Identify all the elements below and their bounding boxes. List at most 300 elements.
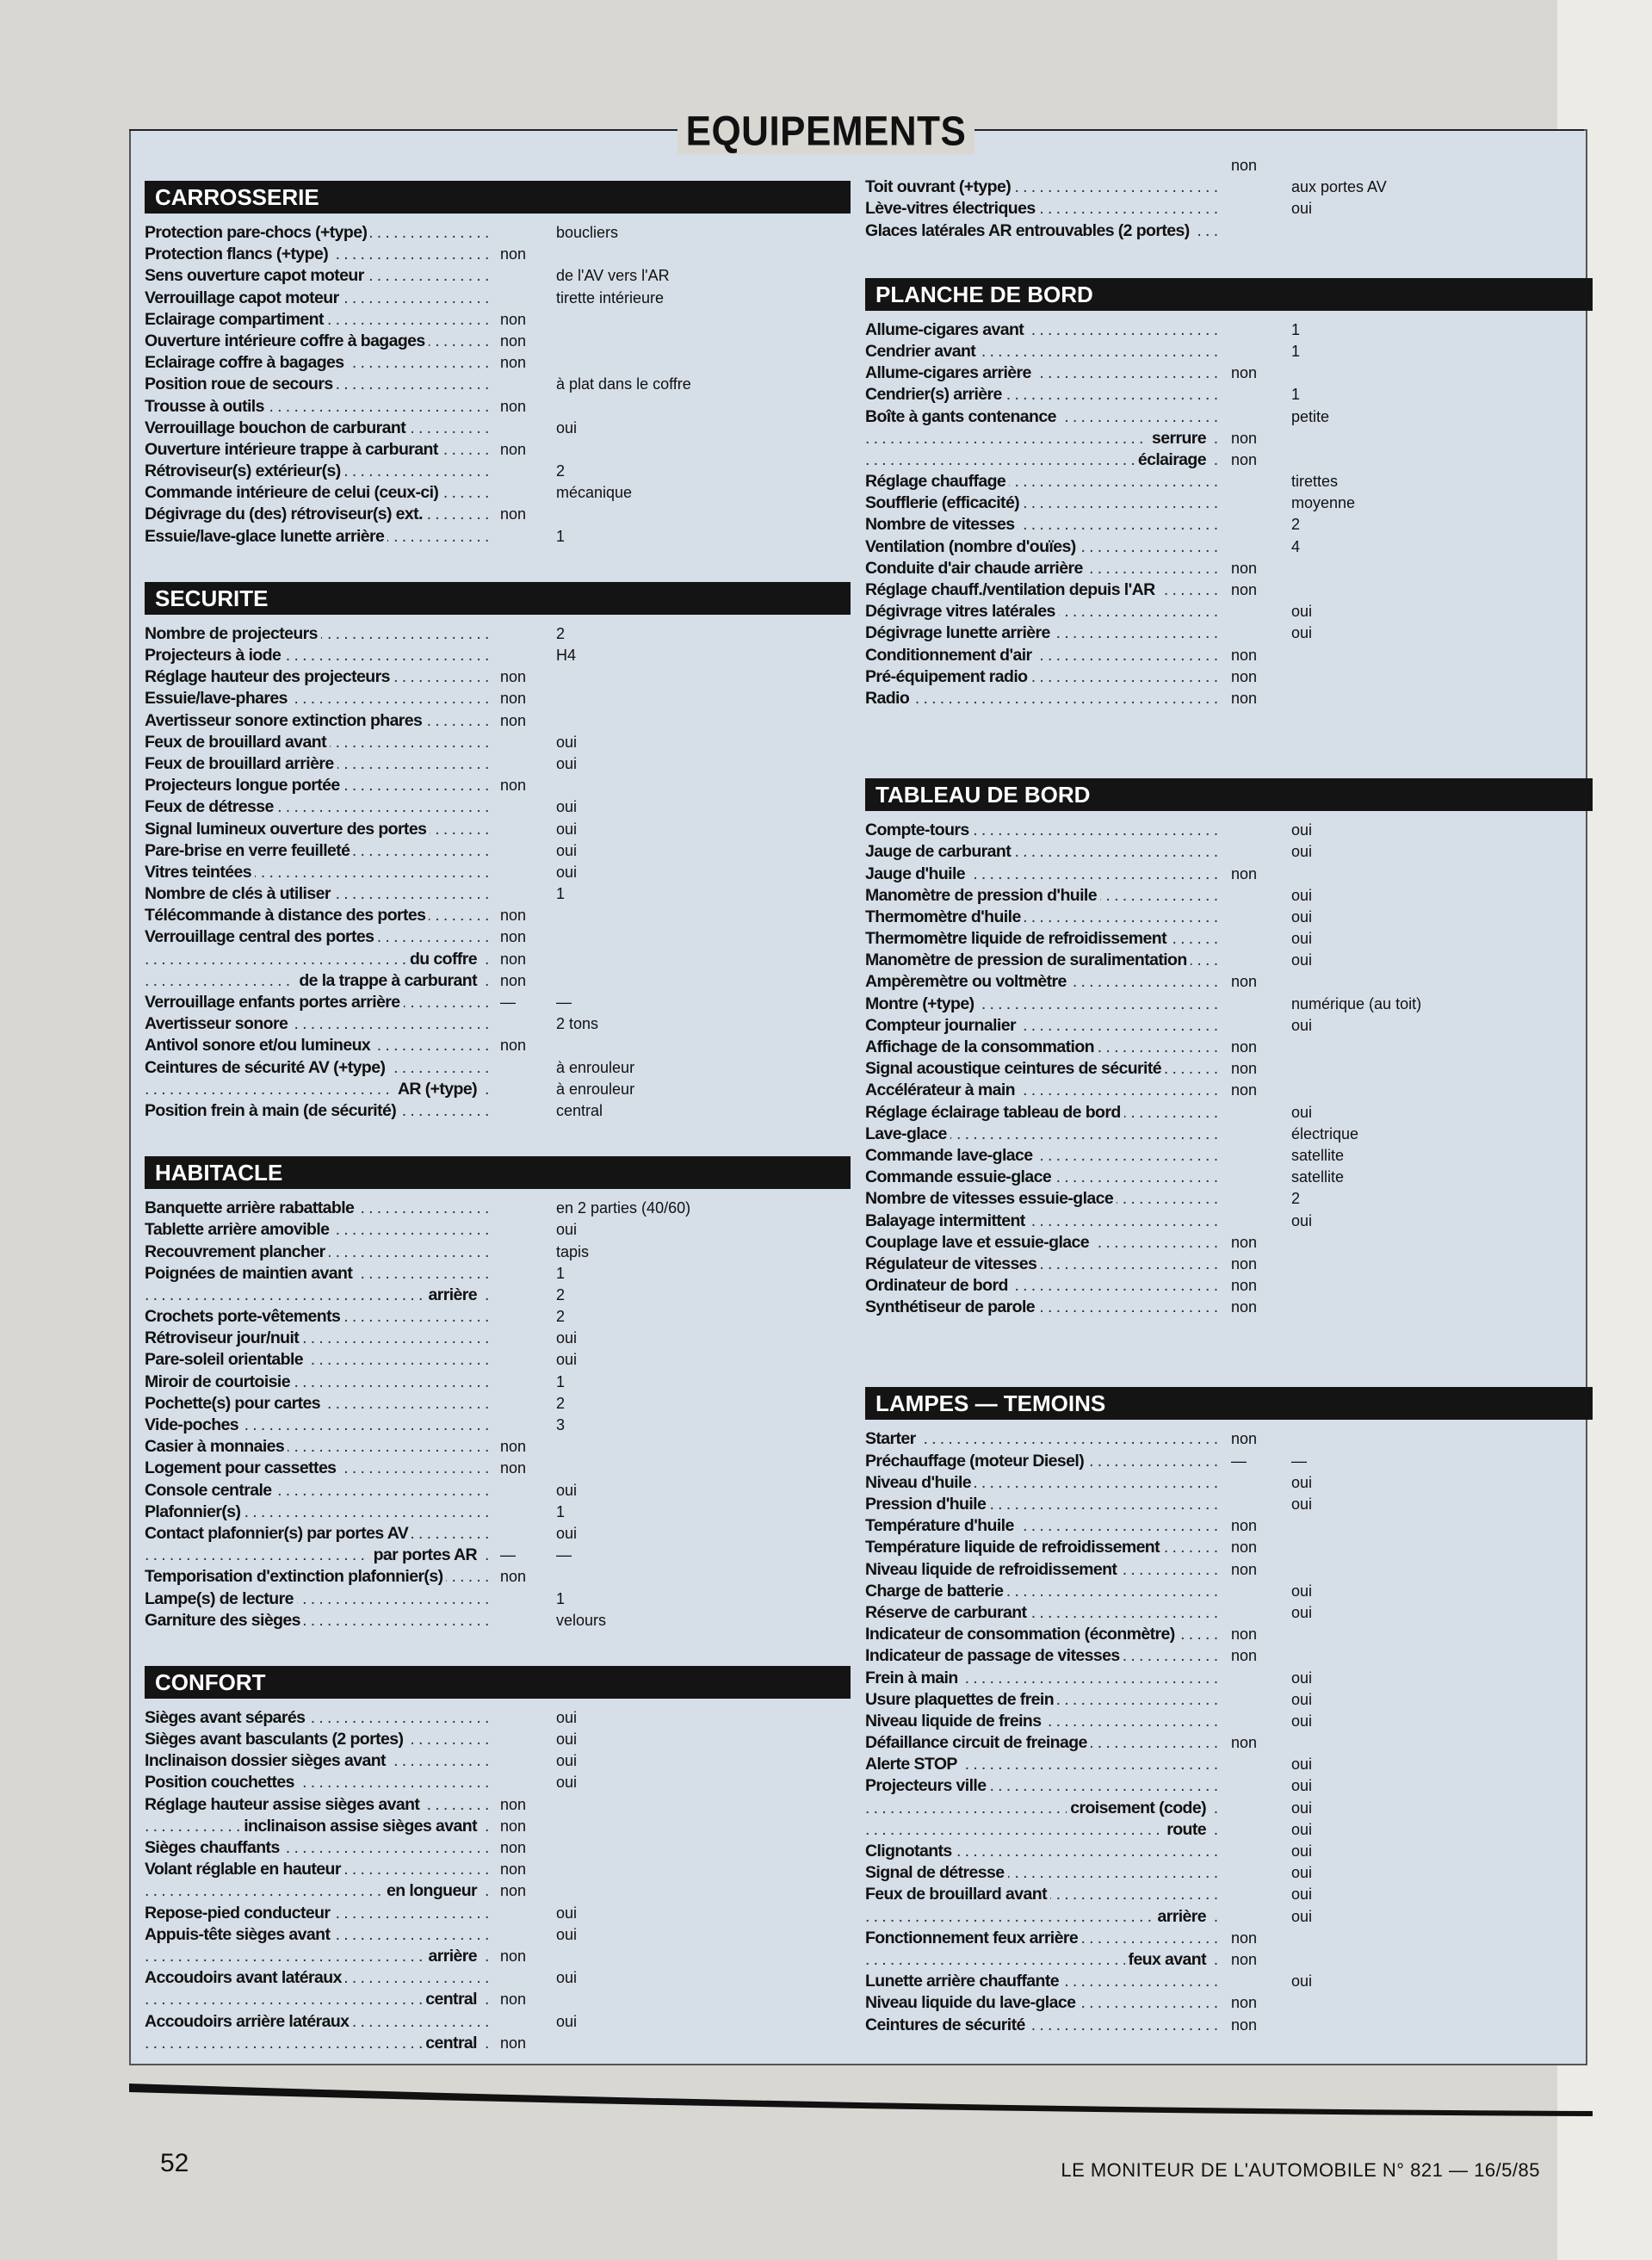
spec-label: Réserve de carburant . . . [865,1602,1218,1624]
spec-row [145,732,851,753]
value-positive: oui [1291,1755,1313,1774]
spec-row [865,220,1593,242]
spec-label: Manomètre de pression de suralimentation . . . [865,950,1218,971]
value-positive: à plat dans le coffre [556,375,691,393]
value-negative: non [1231,429,1258,447]
spec-row [145,1816,851,1837]
spec-label: Accélérateur à main . . . [865,1080,1218,1101]
spec-label: Verrouillage capot moteur . . . [145,288,489,309]
spec-row [865,384,1593,406]
value-positive: velours [556,1611,607,1629]
spec-label: Ordinateur de bord . . . [865,1275,1218,1297]
value-positive: 3 [556,1416,566,1433]
spec-row [865,1124,1593,1145]
value-positive: oui [1291,907,1313,926]
spec-row [865,907,1593,928]
spec-row [865,1645,1593,1667]
spec-label: Réglage chauff./ventilation depuis l'AR . . . [865,579,1218,601]
spec-row [145,1349,851,1371]
value-negative: non [1231,1277,1258,1295]
spec-label: Signal de détresse . . . [865,1862,1218,1884]
value-positive: oui [556,1925,578,1943]
spec-row [145,666,851,688]
spec-row [145,1241,851,1263]
value-negative: non [500,690,527,708]
spec-label: Appuis-tête sièges avant . . . [145,1924,489,1946]
spec-label: Ouverture intérieure coffre à bagages . . . [145,331,489,352]
value-positive: 2 [556,1394,566,1412]
spec-row [865,1581,1593,1602]
spec-row [145,1610,851,1632]
section-header: CARROSSERIE [145,181,851,214]
value-negative: non [500,1882,527,1900]
page-title: EQUIPEMENTS [0,108,1652,156]
spec-label: éclairage . . . [865,449,1218,471]
spec-row [865,2015,1593,2036]
section-planche-de-bord [865,278,1593,744]
spec-label: serrure . . . [865,428,1218,449]
value-negative: non [1231,581,1258,598]
spec-label: Pression d'huile . . . [865,1494,1218,1515]
spec-row [145,1219,851,1241]
value-negative: non [1231,1038,1258,1056]
spec-row [145,222,851,244]
spec-row [865,1841,1593,1862]
spec-label: Recouvrement plancher . . . [145,1241,489,1263]
spec-row [145,1013,851,1035]
spec-label: feux avant . . . [865,1949,1218,1971]
value-positive: oui [1291,1603,1313,1621]
spec-row [145,1523,851,1545]
section-confort [145,1666,851,2054]
spec-row [145,439,851,461]
spec-label: Radio . . . [865,688,1218,709]
spec-label: Jauge de carburant . . . [865,841,1218,863]
spec-label: Dégivrage lunette arrière . . . [865,622,1218,644]
spec-row [145,970,851,992]
spec-label: Préchauffage (moteur Diesel) . . . [865,1451,1218,1472]
page-number: 52 [160,2149,189,2177]
spec-label: AR (+type) . . . [145,1079,489,1100]
spec-label: Rétroviseur jour/nuit . . . [145,1328,489,1349]
spec-row [145,1393,851,1415]
spec-row [145,504,851,525]
spec-row [145,1480,851,1502]
spec-label: Sièges avant basculants (2 portes) . . . [145,1729,489,1750]
spec-label: Ceintures de sécurité . . . [865,2015,1218,2036]
value-positive: oui [556,863,578,881]
spec-row [865,971,1593,993]
spec-label: Dégivrage du (des) rétroviseur(s) ext. . . . [145,504,489,525]
spec-label: Protection pare-chocs (+type) . . . [145,222,489,244]
spec-row [145,1328,851,1349]
spec-label: Projecteurs longue portée . . . [145,775,489,796]
spec-row [145,1588,851,1610]
spec-label: Synthétiseur de parole . . . [865,1297,1218,1318]
spec-label: Couplage lave et essuie-glace . . . [865,1232,1218,1254]
value-negative: non [1231,450,1258,468]
value-positive: oui [1291,1582,1313,1600]
value-positive: oui [1291,200,1313,218]
spec-label: arrière . . . [865,1906,1218,1928]
section-carrosserie [145,181,851,582]
spec-label: Crochets porte-vêtements . . . [145,1306,489,1328]
magazine-footer: LE MONITEUR DE L'AUTOMOBILE N° 821 — 16/5/85 [1061,2159,1540,2181]
value-positive: oui [1291,1907,1313,1925]
spec-label: central . . . [145,1989,489,2010]
spec-label: Nombre de vitesses . . . [865,514,1218,536]
value-positive: oui [1291,1820,1313,1838]
spec-label: Frein à main . . . [865,1668,1218,1689]
value-negative: non [500,668,527,686]
value-negative: non [500,331,527,350]
value-negative: non [500,245,527,263]
spec-label: Réglage hauteur des projecteurs . . . [145,666,489,688]
spec-row [865,558,1593,579]
value-negative: non [500,1817,527,1835]
spec-label: Poignées de maintien avant . . . [145,1263,489,1285]
spec-row [865,1188,1593,1210]
value-negative: non [1231,1539,1258,1557]
spec-label: Pré-équipement radio . . . [865,666,1218,688]
spec-row [145,1100,851,1122]
spec-row [145,688,851,709]
section-header: LAMPES — TEMOINS [865,1387,1593,1420]
value-negative: non [1231,1254,1258,1272]
section-gap [865,1353,1593,1387]
section-gap [865,709,1593,744]
spec-row [865,1515,1593,1537]
spec-row [145,1880,851,1902]
spec-label: Vitres teintées . . . [145,862,489,883]
value-positive: 1 [556,1589,566,1607]
section-header: CONFORT [145,1666,851,1699]
spec-row [865,449,1593,471]
spec-label: Commande essuie-glace . . . [865,1167,1218,1188]
spec-row [145,482,851,504]
value-positive: 2 [556,1308,566,1326]
spec-row [865,1732,1593,1754]
spec-row [865,1602,1593,1624]
spec-label: Commande intérieure de celui (ceux-ci) . . . [145,482,489,504]
spec-row [145,819,851,840]
spec-row [865,514,1593,536]
spec-row [145,1750,851,1772]
value-positive: 1 [1291,386,1301,404]
value-positive: oui [556,733,578,751]
value-positive: aux portes AV [1291,178,1387,196]
value-negative: non [1231,1081,1258,1099]
value-negative: non [1231,1430,1258,1448]
section-lampes-temoins [865,1387,1593,2035]
spec-label: Cendrier avant . . . [865,341,1218,362]
value-positive: oui [556,1221,578,1239]
spec-label: Allume-cigares avant . . . [865,319,1218,341]
value-positive: oui [1291,1799,1313,1817]
spec-row [865,1494,1593,1515]
spec-row [145,1946,851,1967]
spec-row [865,645,1593,666]
spec-label: Garniture des sièges . . . [145,1610,489,1632]
value-positive: oui [556,1752,578,1770]
value-negative: non [1231,1950,1258,1968]
spec-row [865,1949,1593,1971]
bottom-swoosh-rule [129,2082,1593,2116]
value-positive: 2 [556,1285,566,1303]
spec-row [145,352,851,374]
spec-label: Niveau liquide de freins . . . [865,1711,1218,1732]
spec-row [145,1859,851,1880]
spec-label: Accoudoirs avant latéraux . . . [145,1967,489,1989]
value-positive: oui [1291,624,1313,642]
spec-row [865,1275,1593,1297]
spec-label: Pare-brise en verre feuilleté . . . [145,840,489,862]
section-gap [145,548,851,582]
spec-row [865,406,1593,428]
value-positive: 1 [556,527,566,545]
spec-label: Position couchettes . . . [145,1772,489,1793]
spec-row [865,1884,1593,1905]
spec-label: Projecteurs ville . . . [865,1775,1218,1797]
value-positive: de l'AV vers l'AR [556,267,670,285]
spec-row [145,1035,851,1056]
spec-row [145,1306,851,1328]
spec-label: Régulateur de vitesses . . . [865,1254,1218,1275]
section-header: SECURITE [145,582,851,615]
value-positive: 4 [1291,537,1301,555]
value-negative: non [1231,1625,1258,1644]
spec-row [865,666,1593,688]
value-negative: non [500,971,527,989]
spec-label: Starter . . . [865,1428,1218,1450]
value-positive: oui [556,1524,578,1542]
value-positive: oui [1291,821,1313,839]
value-negative: non [500,354,527,372]
value-negative: non [1231,667,1258,685]
value-negative: non [1231,1929,1258,1947]
spec-row [865,864,1593,885]
value-negative: non [1231,864,1258,882]
value-negative: non [1231,646,1258,664]
value-negative: non [1231,157,1258,174]
spec-row [145,949,851,970]
spec-label: Lave-glace . . . [865,1124,1218,1145]
spec-label: Réglage éclairage tableau de bord . . . [865,1102,1218,1124]
spec-row [865,1232,1593,1254]
value-positive: oui [556,1329,578,1347]
spec-row [865,1624,1593,1645]
spec-row [145,1057,851,1079]
spec-row [145,710,851,732]
value-positive: — [556,994,572,1011]
spec-label: Casier à monnaies . . . [145,1436,489,1458]
value-positive: 1 [556,1372,566,1390]
spec-row [145,840,851,862]
spec-label: Manomètre de pression d'huile . . . [865,885,1218,907]
value-positive: oui [1291,1016,1313,1034]
spec-label: Contact plafonnier(s) par portes AV . . . [145,1523,489,1545]
value-positive: oui [556,2012,578,2030]
value-positive: oui [1291,1864,1313,1882]
spec-row [145,645,851,666]
spec-row [145,1772,851,1793]
spec-row [865,885,1593,907]
spec-label: par portes AR . . . [145,1545,489,1566]
value-positive: oui [556,1969,578,1987]
spec-row [145,1415,851,1436]
spec-row [145,1502,851,1523]
value-positive: tirette intérieure [556,288,665,306]
value-positive: satellite [1291,1146,1345,1164]
value-negative: non [1231,559,1258,577]
spec-row [865,341,1593,362]
value-positive: oui [1291,1211,1313,1229]
spec-row [865,1015,1593,1037]
value-negative: non [500,1568,527,1586]
spec-row [145,1837,851,1859]
spec-label: Compte-tours . . . [865,820,1218,841]
spec-label: Niveau liquide du lave-glace . . . [865,1992,1218,2014]
spec-row [865,1559,1593,1581]
spec-label: Signal lumineux ouverture des portes . . . [145,819,489,840]
value-negative: non [1231,364,1258,382]
value-positive: oui [1291,1103,1313,1121]
spec-row [865,1037,1593,1058]
spec-label: Montre (+type) . . . [865,994,1218,1015]
section-securite [145,582,851,1156]
spec-label: Position roue de secours . . . [145,374,489,395]
left-column [145,181,851,2054]
spec-label: central . . . [145,2033,489,2054]
value-negative: non [500,1459,527,1477]
spec-label: Toit ouvrant (+type) . . . [865,176,1218,198]
value-negative: non [1231,1517,1258,1535]
spec-label: Verrouillage central des portes . . . [145,926,489,948]
spec-label: Réglage chauffage . . . [865,471,1218,492]
spec-row [145,926,851,948]
spec-row [865,1798,1593,1819]
spec-row [145,1263,851,1285]
spec-label: Lunette arrière chauffante . . . [865,1971,1218,1992]
spec-row [865,1058,1593,1080]
spec-row [145,992,851,1013]
spec-row [145,1371,851,1393]
value-positive: oui [1291,1777,1313,1795]
spec-row [145,331,851,352]
spec-label: Dégivrage vitres latérales . . . [865,601,1218,622]
spec-label: Inclinaison dossier sièges avant . . . [145,1750,489,1772]
value-negative: non [500,1861,527,1879]
value-positive: 1 [1291,342,1301,360]
spec-label: Glaces latérales AR entrouvables (2 portes) . . . [865,220,1218,242]
spec-row [145,883,851,905]
spec-label: Projecteurs à iode . . . [145,645,489,666]
section-habitacle [145,1156,851,1666]
section-header: TABLEAU DE BORD [865,778,1593,811]
value-negative: non [500,711,527,729]
value-positive: oui [1291,1495,1313,1513]
spec-row [865,1992,1593,2014]
spec-row [145,265,851,287]
spec-label: Température d'huile . . . [865,1515,1218,1537]
section-header: PLANCHE DE BORD [865,278,1593,311]
value-negative: — [500,994,516,1011]
spec-label: Accoudoirs arrière latéraux . . . [145,2011,489,2033]
spec-row [865,1428,1593,1450]
value-negative: non [500,950,527,968]
value-positive: oui [556,418,578,437]
spec-label: Feux de brouillard avant . . . [865,1884,1218,1905]
spec-row [145,1794,851,1816]
spec-label: Rétroviseur(s) extérieur(s) . . . [145,461,489,482]
value-negative: non [1231,973,1258,991]
value-positive: oui [1291,1712,1313,1730]
value-positive: oui [556,1731,578,1749]
spec-label: arrière . . . [145,1285,489,1306]
spec-label: Ouverture intérieure trappe à carburant . . . [145,439,489,461]
spec-label: Ventilation (nombre d'ouïes) . . . [865,536,1218,558]
value-positive: en 2 parties (40/60) [556,1199,691,1217]
spec-row [865,1711,1593,1732]
value-positive: boucliers [556,224,619,241]
spec-label: Verrouillage bouchon de carburant . . . [145,418,489,439]
spec-row [865,1971,1593,1992]
spec-label: Essuie/lave-phares . . . [145,688,489,709]
spec-row [145,1079,851,1100]
spec-label: Sièges avant séparés . . . [145,1707,489,1729]
value-negative: — [1231,1452,1247,1470]
spec-label: en longueur . . . [145,1880,489,1902]
value-positive: oui [556,841,578,859]
spec-row [865,950,1593,971]
spec-row [865,1668,1593,1689]
spec-label: Soufflerie (efficacité) . . . [865,492,1218,514]
value-negative: non [1231,689,1258,707]
value-negative: non [1231,1994,1258,2012]
spec-label: route . . . [865,1819,1218,1841]
value-negative: non [500,505,527,523]
value-positive: oui [1291,951,1313,969]
spec-label: Banquette arrière rabattable . . . [145,1198,489,1219]
spec-label: Nombre de vitesses essuie-glace . . . [865,1188,1218,1210]
spec-row [145,244,851,265]
value-positive: oui [556,1774,578,1792]
spec-row [145,1924,851,1946]
spec-label: Feux de détresse . . . [145,796,489,818]
value-positive: oui [556,1904,578,1922]
spec-label: arrière . . . [145,1946,489,1967]
value-positive: 2 [1291,1190,1301,1208]
value-positive: oui [1291,843,1313,861]
spec-row [145,753,851,775]
spec-label: de la trappe à carburant . . . [145,970,489,992]
spec-row [865,1472,1593,1494]
value-positive: oui [1291,1972,1313,1991]
spec-label: Lève-vitres électriques . . . [865,198,1218,220]
spec-row [865,1862,1593,1884]
section-gap [145,1632,851,1666]
value-negative: non [500,1795,527,1813]
spec-label: Niveau d'huile . . . [865,1472,1218,1494]
spec-row [865,1819,1593,1841]
section-gap [865,242,1593,278]
spec-row [145,1707,851,1729]
spec-row [865,1754,1593,1775]
spec-label: Temporisation d'extinction plafonnier(s) . . . [145,1566,489,1588]
spec-row [145,1198,851,1219]
spec-label: Thermomètre d'huile . . . [865,907,1218,928]
spec-label: Balayage intermittent . . . [865,1210,1218,1232]
